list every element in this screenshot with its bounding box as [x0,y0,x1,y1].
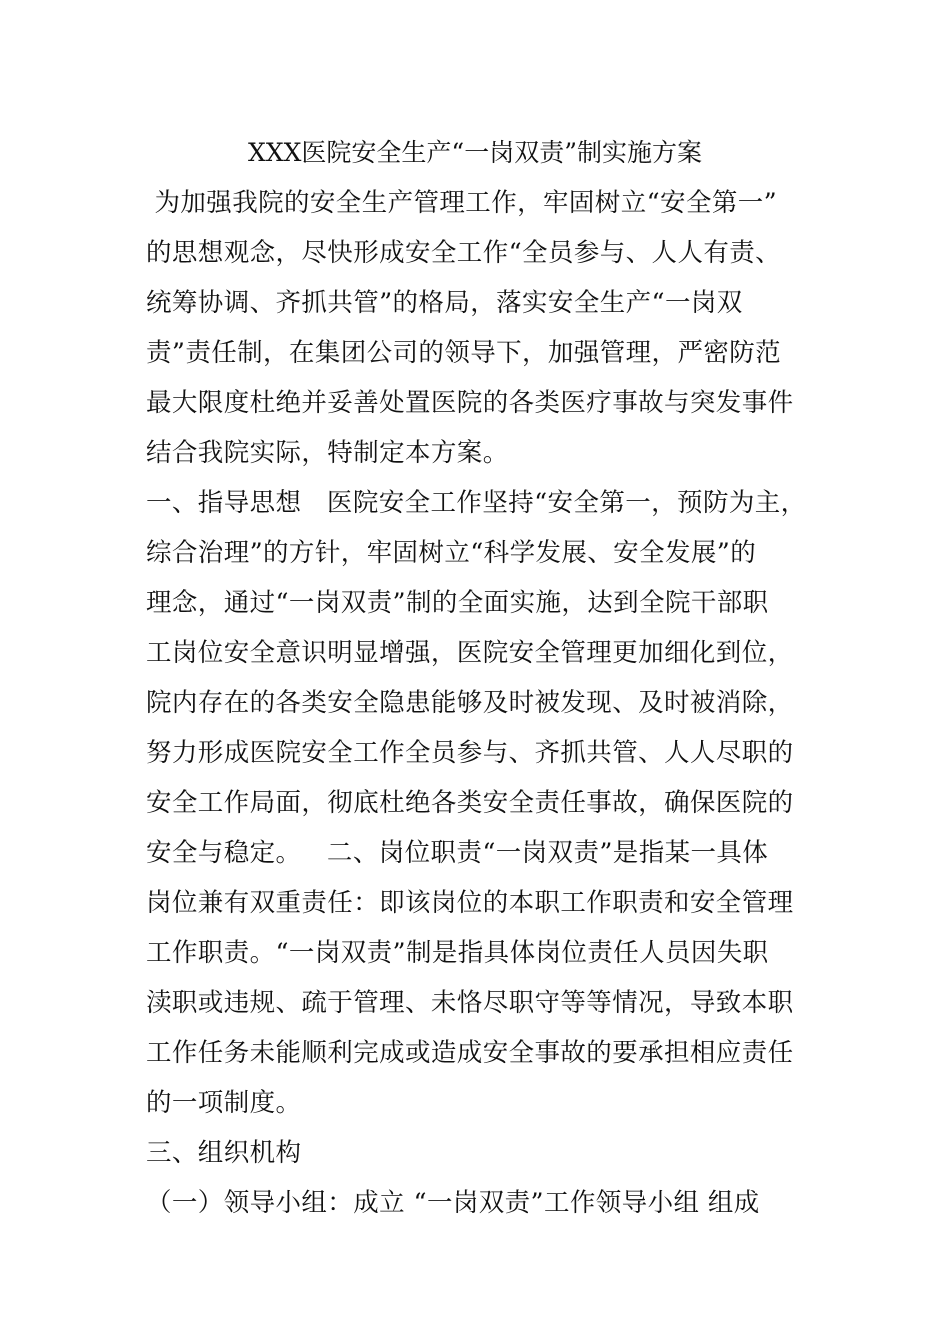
paragraph-line: 工岗位安全意识明显增强，医院安全管理更加细化到位， [146,638,794,668]
paragraph-line: 最大限度杜绝并妥善处置医院的各类医疗事故与突发事件 [146,388,794,418]
paragraph-line: 努力形成医院安全工作全员参与、齐抓共管、人人尽职的 [146,738,794,768]
paragraph-line: 的一项制度。 [146,1088,302,1118]
paragraph-line: 院内存在的各类安全隐患能够及时被发现、及时被消除， [146,688,794,718]
paragraph-line: 结合我院实际，特制定本方案。 [146,438,509,468]
paragraph-line: 岗位兼有双重责任：即该岗位的本职工作职责和安全管理 [146,888,794,918]
paragraph-line: 综合治理”的方针，牢固树立“科学发展、安全发展”的 [146,538,757,568]
paragraph-line: 安全工作局面，彻底杜绝各类安全责任事故，确保医院的 [146,788,794,818]
paragraph-line: 为加强我院的安全生产管理工作，牢固树立“安全第一” [146,188,778,218]
paragraph-line: 责”责任制，在集团公司的领导下，加强管理，严密防范 [146,338,782,368]
section-heading-organization: 三、组织机构 [146,1138,302,1168]
paragraph-line: 统筹协调、齐抓共管”的格局，落实安全生产“一岗双 [146,288,743,318]
paragraph-line: 工作职责。“一岗双责”制是指具体岗位责任人员因失职 [146,938,769,968]
document-title: XXX医院安全生产“一岗双责”制实施方案 [248,138,702,167]
section-heading-guiding-thought: 一、指导思想 医院安全工作坚持“安全第一，预防为主， [146,488,807,518]
paragraph-line: 理念，通过“一岗双责”制的全面实施，达到全院干部职 [146,588,769,618]
paragraph-line: 的思想观念，尽快形成安全工作“全员参与、人人有责、 [146,238,782,268]
paragraph-line: 工作任务未能顺利完成或造成安全事故的要承担相应责任 [146,1038,794,1068]
subsection-leading-group: （一）领导小组：成立 “一岗双责”工作领导小组 组成 [146,1188,760,1218]
paragraph-line: 渎职或违规、疏于管理、未恪尽职守等等情况，导致本职 [146,988,794,1018]
section-heading-job-duties: 安全与稳定。 二、岗位职责“一岗双责”是指某一具体 [146,838,769,868]
